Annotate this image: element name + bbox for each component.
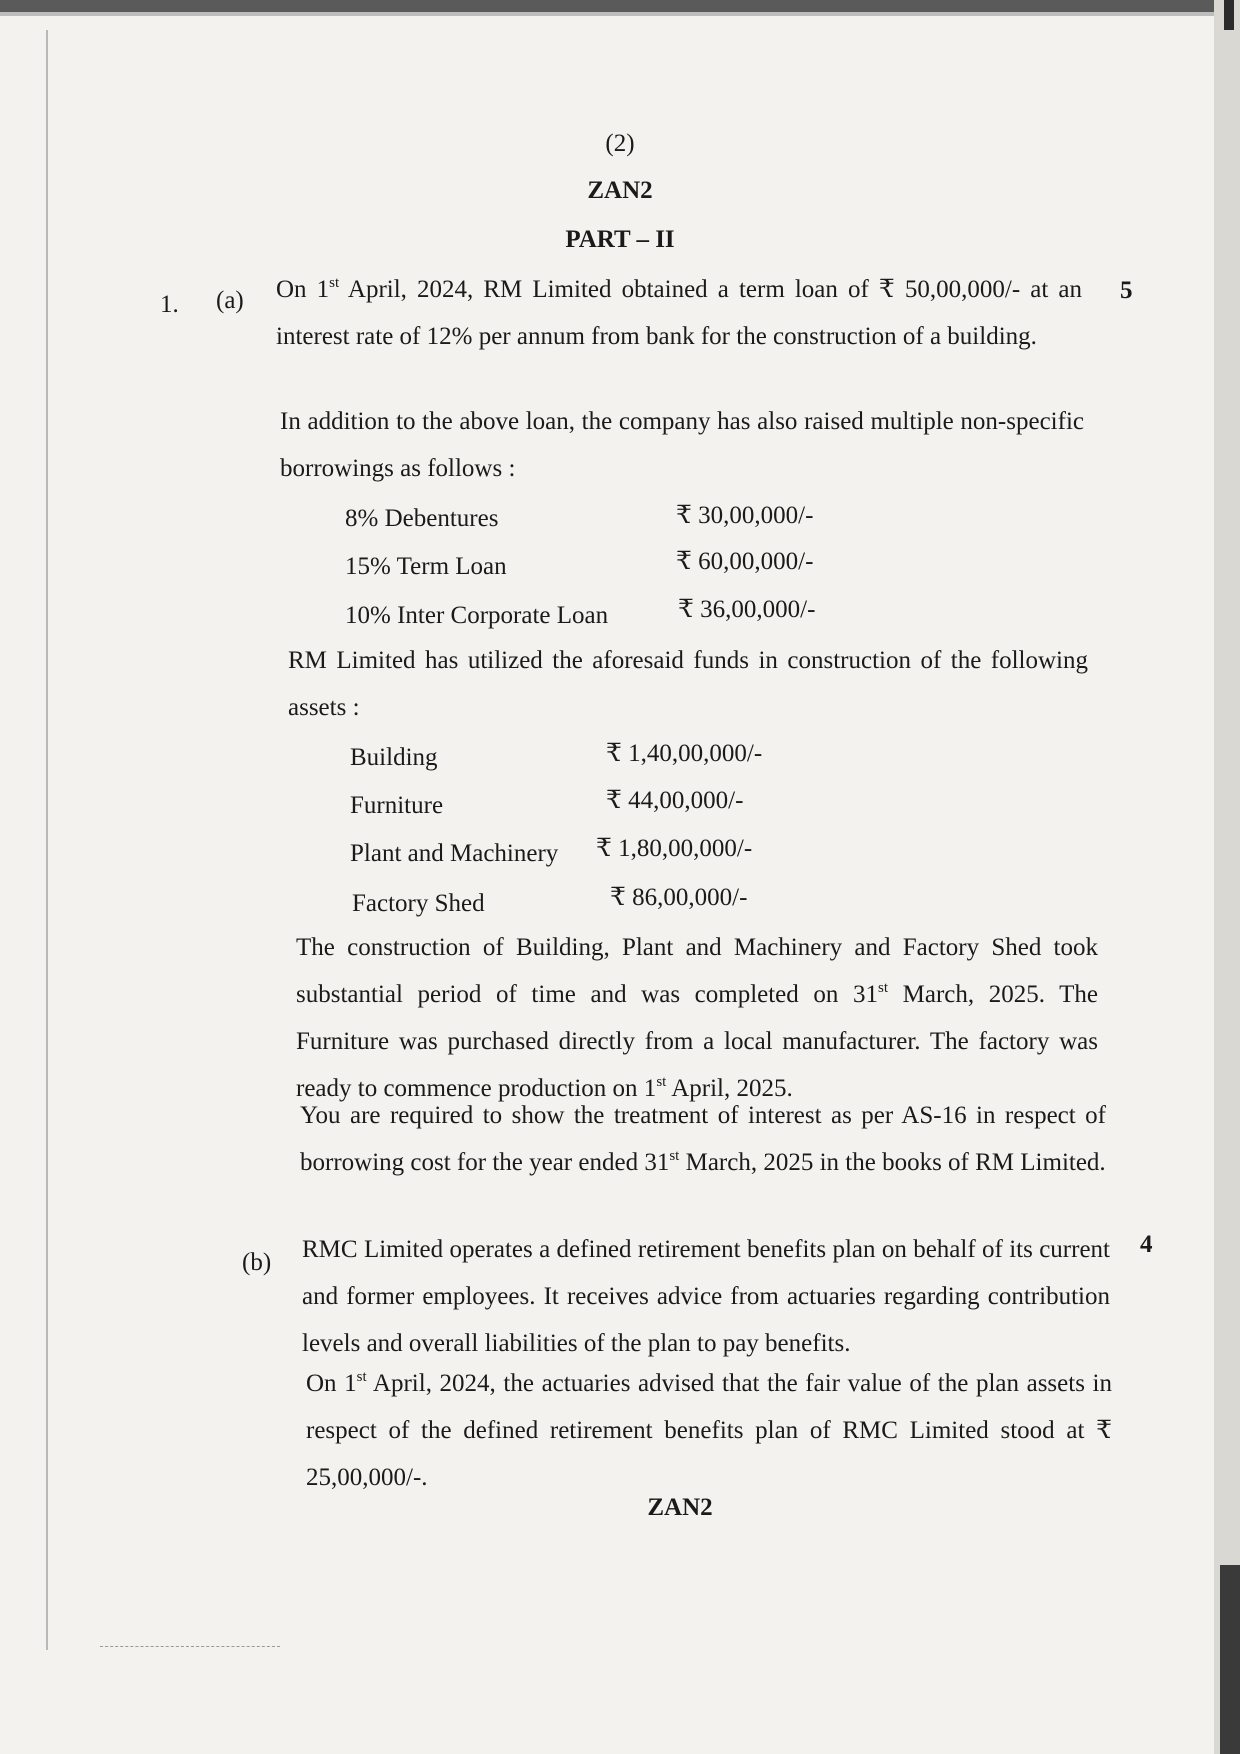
asset-amount: ₹ 44,00,000/-: [606, 787, 744, 814]
q1a-construction-text: The construction of Building, Plant and Machinery and Factory Shed took substantial period of time and was completed on 31st March, 2025. The Furniture was purchased directly from a local manufacturer. The factory was ready to commence production on 1st April, 2025.: [296, 934, 1098, 1102]
asset-name: Plant and Machinery: [350, 840, 559, 867]
asset-name: Building: [350, 744, 438, 771]
scan-right-edge-shadow: [1220, 1565, 1240, 1754]
question-number: 1.: [160, 291, 179, 318]
borrowing-amount: ₹ 36,00,000/-: [678, 596, 816, 623]
borrowing-amount: ₹ 30,00,000/-: [676, 502, 814, 529]
q1a-intro: On 1st April, 2024, RM Limited obtained a term loan of ₹ 50,00,000/- at an interest rate of 12% per annum from bank for the construction of a building.: [276, 275, 1082, 350]
scan-right-edge: [1214, 0, 1240, 1754]
borrowing-name: 10% Inter Corporate Loan: [345, 602, 609, 629]
paper-code-footer: ZAN2: [647, 1494, 713, 1521]
margin-line: [46, 30, 48, 1650]
scan-top-shadow: [0, 12, 1240, 16]
subquestion-b-label: (b): [242, 1249, 272, 1276]
subquestion-a-marks: 5: [1120, 277, 1133, 304]
asset-amount: ₹ 1,40,00,000/-: [606, 740, 763, 767]
q1a-assets-intro: RM Limited has utilized the aforesaid funds in construction of the following assets :: [288, 647, 1088, 721]
asset-name: Factory Shed: [352, 890, 485, 917]
q1a-requirement-text: You are required to show the treatment of interest as per AS-16 in respect of borrowing cost for the year ended 31st March, 2025 in the books of RM Limited.: [300, 1102, 1106, 1176]
subquestion-b-marks: 4: [1140, 1231, 1153, 1258]
q1a-borrowings-intro: In addition to the above loan, the company has also raised multiple non-specific borrowings as follows :: [280, 408, 1084, 482]
footer-dash-line: [100, 1646, 280, 1648]
scan-right-edge-mark: [1224, 0, 1234, 30]
page-number: (2): [605, 130, 635, 157]
scan-top-edge: [0, 0, 1240, 12]
paper-code-header: ZAN2: [587, 177, 653, 204]
asset-amount: ₹ 86,00,000/-: [610, 884, 748, 911]
subquestion-a-label: (a): [216, 287, 244, 314]
borrowing-name: 8% Debentures: [345, 505, 499, 532]
borrowing-name: 15% Term Loan: [345, 553, 507, 580]
asset-amount: ₹ 1,80,00,000/-: [596, 835, 753, 862]
asset-name: Furniture: [350, 792, 444, 819]
borrowing-amount: ₹ 60,00,000/-: [676, 548, 814, 575]
part-title: PART – II: [565, 226, 675, 253]
q1b-para2: On 1st April, 2024, the actuaries advised that the fair value of the plan assets in respect of the defined retirement benefits plan of RMC Limited stood at ₹ 25,00,000/-.: [306, 1369, 1112, 1491]
q1b-para1: RMC Limited operates a defined retirement benefits plan on behalf of its current and former employees. It receives advice from actuaries regarding contribution levels and overall liabilities of the plan to pay benefits.: [302, 1236, 1110, 1357]
